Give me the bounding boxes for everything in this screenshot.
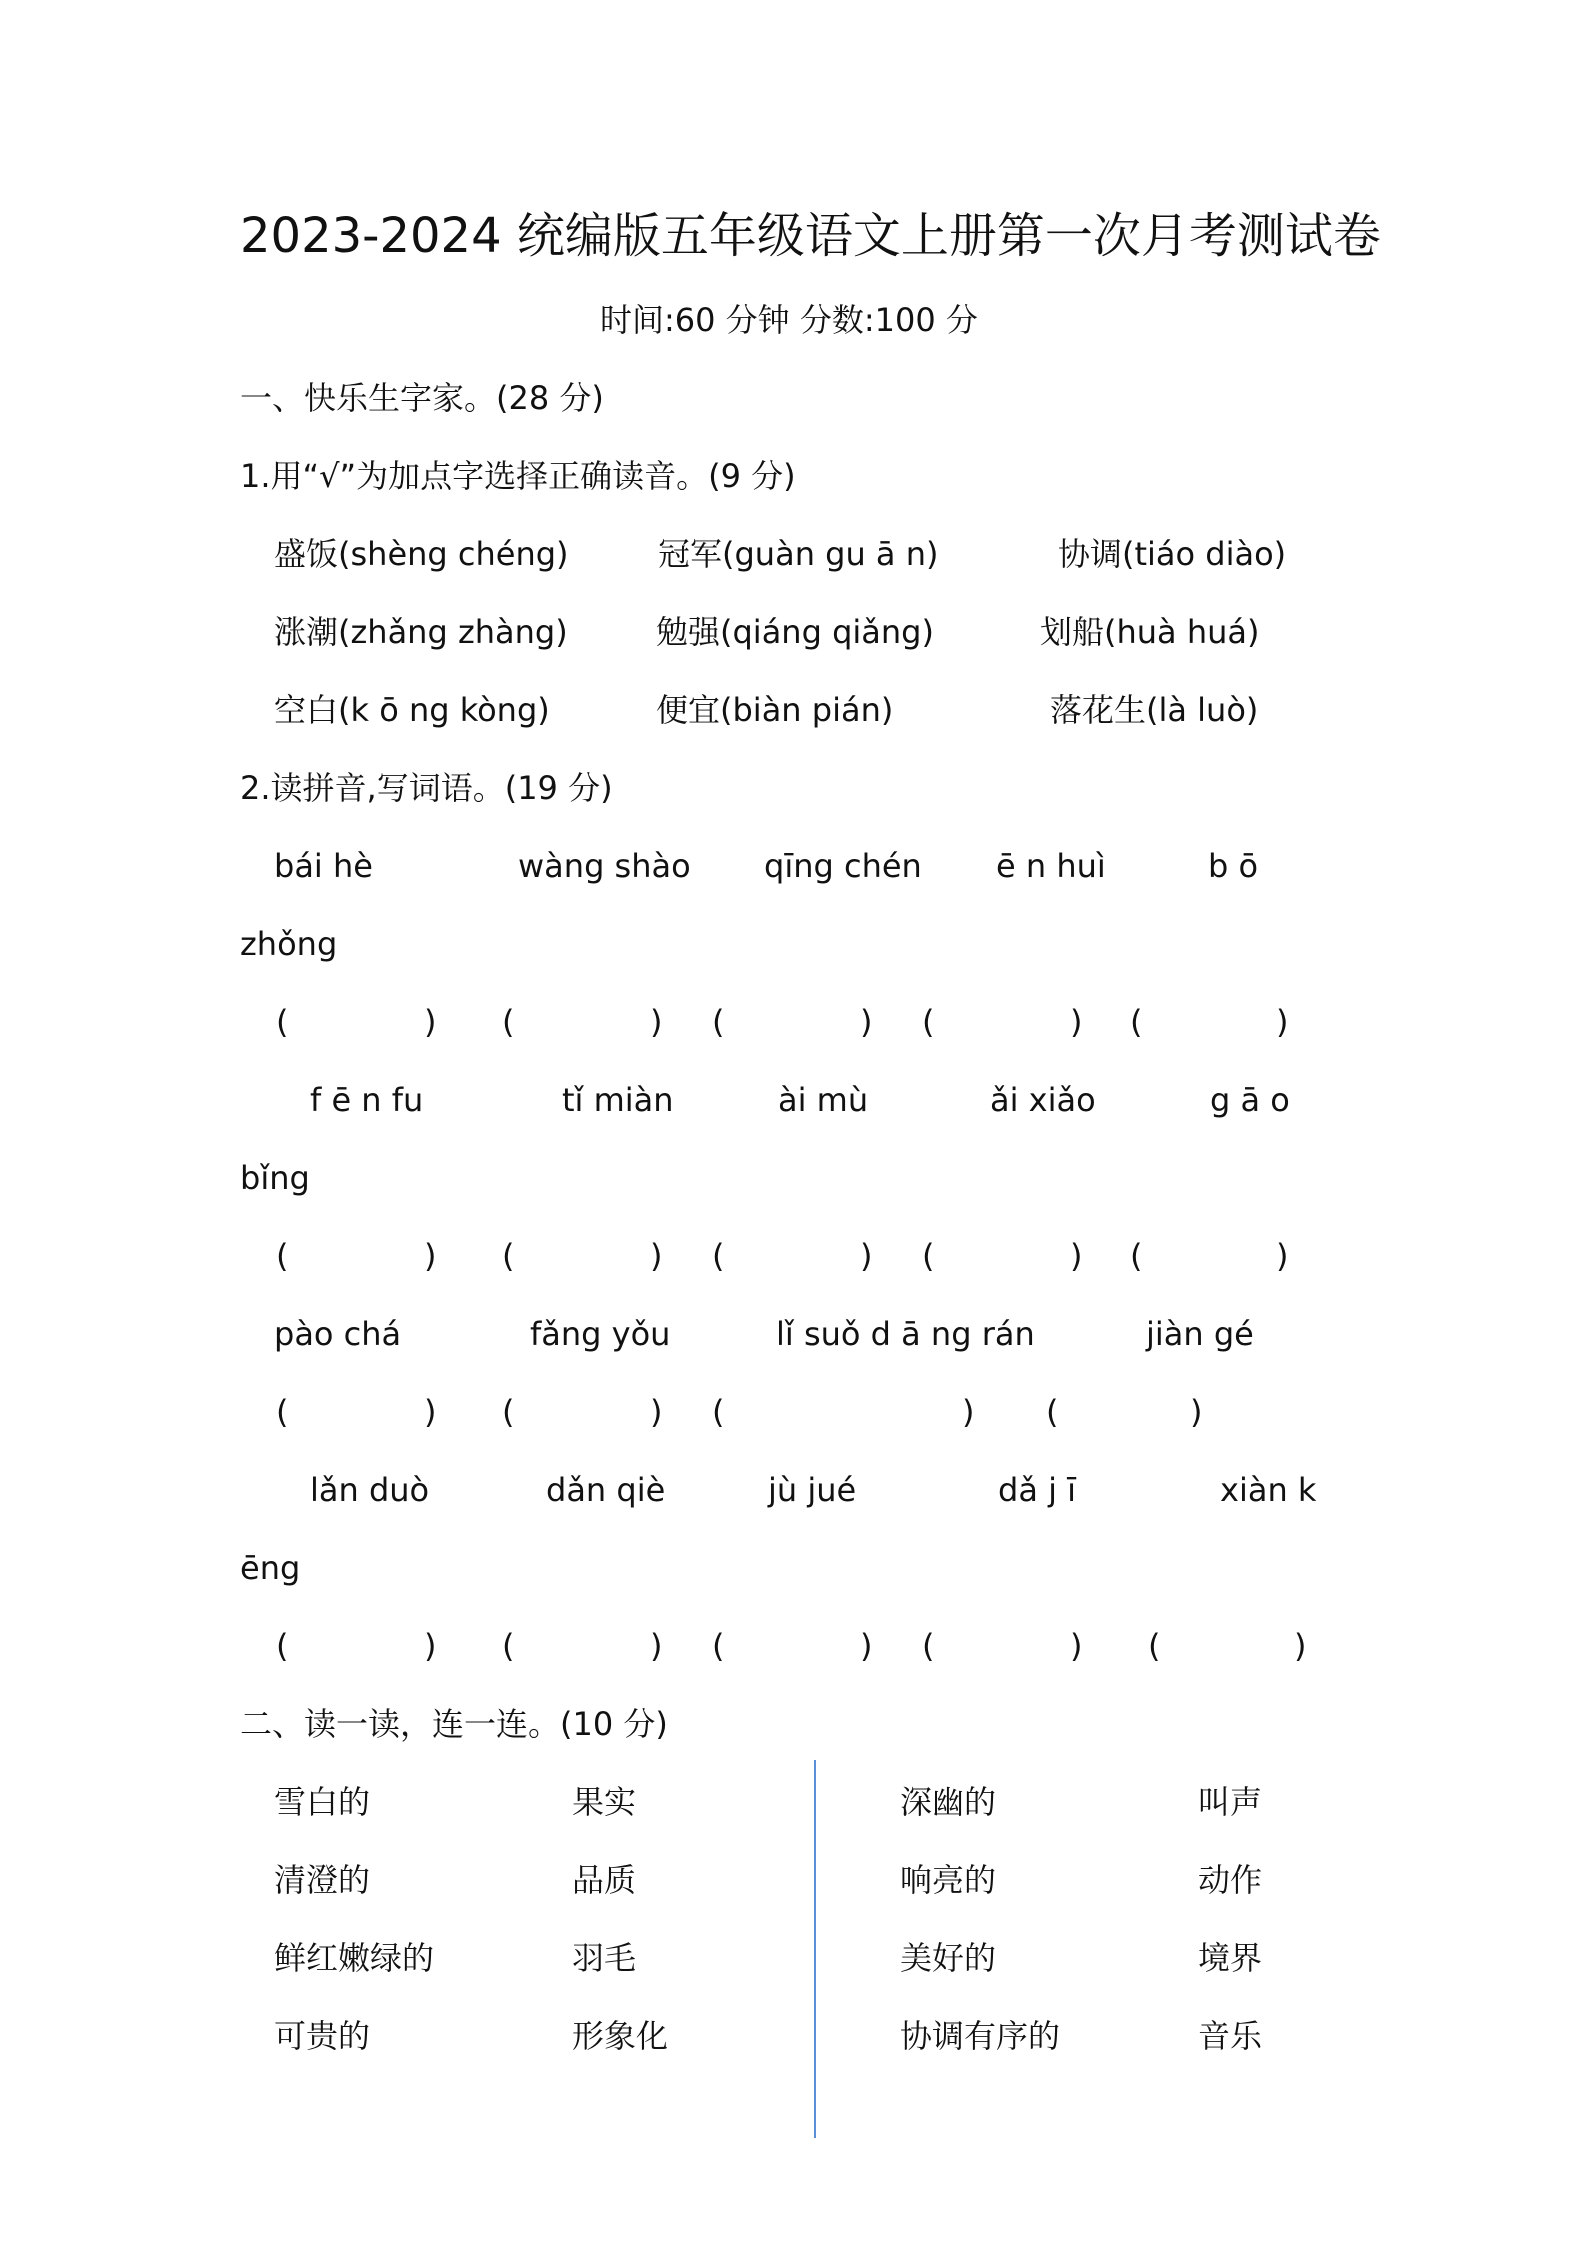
blank-open: ( [276, 1627, 289, 1665]
blank-open: ( [502, 1627, 515, 1665]
match-left-noun: 形象化 [572, 2017, 669, 2055]
pinyin-word: bái hè [274, 847, 373, 885]
pinyin-word-wrap: zhǒng [240, 925, 338, 963]
blank-close: ) [650, 1003, 663, 1041]
pinyin-word-wrap: ēng [240, 1549, 301, 1587]
pinyin-word: b ō [1208, 847, 1259, 885]
blank-close: ) [650, 1393, 663, 1431]
page-title: 2023-2024 统编版五年级语文上册第一次月考测试卷 [240, 208, 1381, 264]
blank-close: ) [650, 1627, 663, 1665]
match-left-noun: 品质 [572, 1861, 637, 1899]
q1-item: 冠军(guàn gu ā n) [658, 535, 939, 573]
blank-open: ( [502, 1003, 515, 1041]
match-left-noun: 羽毛 [572, 1939, 637, 1977]
blank-close: ) [1276, 1003, 1289, 1041]
blank-close: ) [1190, 1393, 1203, 1431]
blank-open: ( [1148, 1627, 1161, 1665]
blank-close: ) [962, 1393, 975, 1431]
match-left-phrase: 鲜红嫩绿的 [274, 1939, 435, 1977]
q1-item: 盛饭(shèng chéng) [274, 535, 569, 573]
blank-open: ( [1130, 1003, 1143, 1041]
q1-item: 协调(tiáo diào) [1058, 535, 1287, 573]
blank-close: ) [860, 1627, 873, 1665]
match-left-phrase: 雪白的 [274, 1783, 371, 1821]
pinyin-word: jiàn gé [1146, 1315, 1254, 1353]
pinyin-word: tǐ miàn [562, 1081, 674, 1119]
match-right-noun: 境界 [1198, 1939, 1263, 1977]
pinyin-word: lǎn duò [310, 1471, 430, 1509]
blank-close: ) [1070, 1627, 1083, 1665]
blank-open: ( [922, 1627, 935, 1665]
blank-open: ( [502, 1393, 515, 1431]
match-left-noun: 果实 [572, 1783, 637, 1821]
pinyin-word: fǎng yǒu [530, 1315, 671, 1353]
blank-open: ( [712, 1393, 725, 1431]
blank-close: ) [424, 1627, 437, 1665]
pinyin-word: wàng shào [518, 847, 691, 885]
blank-open: ( [1046, 1393, 1059, 1431]
blank-open: ( [276, 1393, 289, 1431]
blank-open: ( [712, 1237, 725, 1275]
blank-close: ) [1294, 1627, 1307, 1665]
blank-close: ) [424, 1003, 437, 1041]
blank-open: ( [922, 1003, 935, 1041]
blank-open: ( [276, 1237, 289, 1275]
pinyin-word: ǎi xiǎo [990, 1081, 1096, 1119]
blank-open: ( [1130, 1237, 1143, 1275]
q1-item: 空白(k ō ng kòng) [274, 691, 550, 729]
blank-close: ) [1070, 1237, 1083, 1275]
match-left-phrase: 清澄的 [274, 1861, 371, 1899]
q1-item: 划船(huà huá) [1040, 613, 1260, 651]
page-subtitle: 时间:60 分钟 分数:100 分 [600, 301, 978, 339]
match-right-noun: 动作 [1198, 1861, 1263, 1899]
q1-item: 勉强(qiáng qiǎng) [656, 613, 934, 651]
pinyin-word-wrap: bǐng [240, 1159, 310, 1197]
q2-heading: 2.读拼音,写词语。(19 分) [240, 769, 613, 807]
pinyin-word: dǎn qiè [546, 1471, 666, 1509]
q1-item: 涨潮(zhǎng zhàng) [274, 613, 568, 651]
section1-heading: 一、快乐生字家。(28 分) [240, 379, 604, 417]
blank-close: ) [424, 1393, 437, 1431]
pinyin-word: ài mù [778, 1081, 869, 1119]
match-right-phrase: 协调有序的 [900, 2017, 1061, 2055]
pinyin-word: pào chá [274, 1315, 402, 1353]
q1-item: 落花生(là luò) [1050, 691, 1259, 729]
blank-close: ) [424, 1237, 437, 1275]
blank-open: ( [922, 1237, 935, 1275]
pinyin-word: dǎ j ī [998, 1471, 1077, 1509]
blank-close: ) [1276, 1237, 1289, 1275]
pinyin-word: g ā o [1210, 1081, 1290, 1119]
pinyin-word: lǐ suǒ d ā ng rán [776, 1315, 1035, 1353]
section2-heading: 二、读一读，连一连。(10 分) [240, 1705, 668, 1743]
blank-open: ( [276, 1003, 289, 1041]
match-left-phrase: 可贵的 [274, 2017, 371, 2055]
match-right-phrase: 深幽的 [900, 1783, 997, 1821]
blank-close: ) [860, 1003, 873, 1041]
match-right-noun: 音乐 [1198, 2017, 1263, 2055]
q1-item: 便宜(biàn pián) [656, 691, 894, 729]
blank-close: ) [650, 1237, 663, 1275]
pinyin-word: xiàn k [1220, 1471, 1317, 1509]
match-right-phrase: 响亮的 [900, 1861, 997, 1899]
blank-close: ) [860, 1237, 873, 1275]
match-right-noun: 叫声 [1198, 1783, 1263, 1821]
blank-open: ( [712, 1003, 725, 1041]
column-divider [814, 1760, 816, 2138]
blank-open: ( [502, 1237, 515, 1275]
match-right-phrase: 美好的 [900, 1939, 997, 1977]
pinyin-word: ē n huì [996, 847, 1106, 885]
pinyin-word: jù jué [768, 1471, 857, 1509]
pinyin-word: qīng chén [764, 847, 922, 885]
blank-open: ( [712, 1627, 725, 1665]
blank-close: ) [1070, 1003, 1083, 1041]
pinyin-word: f ē n fu [310, 1081, 424, 1119]
q1-heading: 1.用“√”为加点字选择正确读音。(9 分) [240, 457, 796, 495]
